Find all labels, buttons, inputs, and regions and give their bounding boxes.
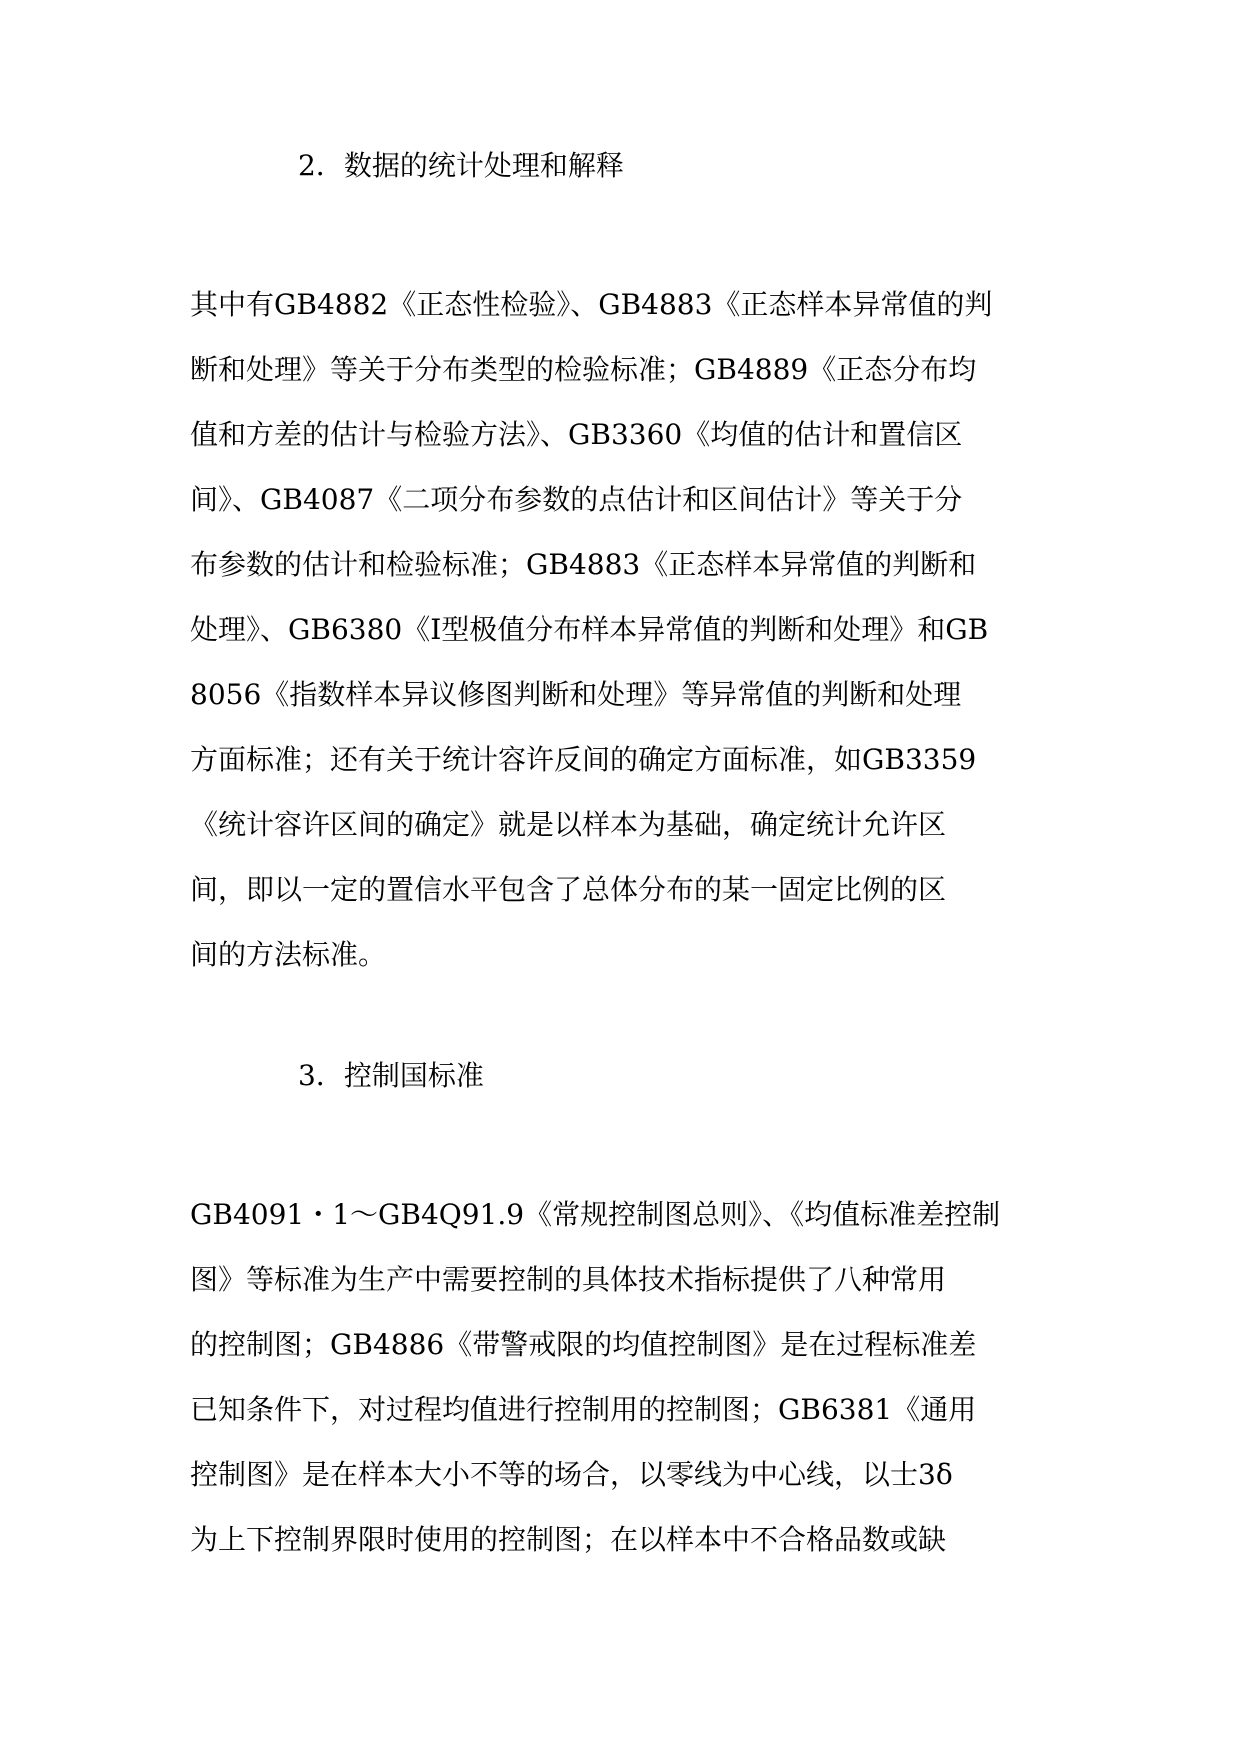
paragraph-line: 布参数的估计和检验标准；GB4883《正态样本异常值的判断和 xyxy=(190,548,977,581)
paragraph-line: 的控制图；GB4886《带警戒限的均值控制图》是在过程标准差 xyxy=(190,1328,977,1361)
paragraph-line: 已知条件下，对过程均值进行控制用的控制图；GB6381《通用 xyxy=(190,1393,977,1426)
paragraph-line: 8056《指数样本异议修图判断和处理》等异常值的判断和处理 xyxy=(190,678,962,711)
paragraph-line: 处理》、GB6380《I型极值分布样本异常值的判断和处理》和GB xyxy=(190,613,989,646)
section-3-heading: 3．控制国标准 xyxy=(298,1059,484,1092)
paragraph-line: 值和方差的估计与检验方法》、GB3360《均值的估计和置信区 xyxy=(190,418,963,451)
paragraph-line: 为上下控制界限时使用的控制图；在以样本中不合格品数或缺 xyxy=(190,1523,947,1556)
paragraph-line: GB4091・1～GB4Q91.9《常规控制图总则》、《均值标准差控制 xyxy=(190,1198,1001,1231)
paragraph-line: 断和处理》等关于分布类型的检验标准；GB4889《正态分布均 xyxy=(190,353,977,386)
section-2-paragraph xyxy=(190,272,1060,987)
paragraph-line: 控制图》是在样本大小不等的场合，以零线为中心线，以士3δ xyxy=(190,1458,953,1491)
paragraph-line: 《统计容许区间的确定》就是以样本为基础，确定统计允许区 xyxy=(190,808,947,841)
paragraph-line: 间》、GB4087《二项分布参数的点估计和区间估计》等关于分 xyxy=(190,483,963,516)
paragraph-line: 方面标准；还有关于统计容许反间的确定方面标准，如GB3359 xyxy=(190,743,977,776)
section-3-paragraph xyxy=(190,1182,1060,1572)
paragraph-line: 间，即以一定的置信水平包含了总体分布的某一固定比例的区 xyxy=(190,873,947,906)
paragraph-line: 其中有GB4882《正态性检验》、GB4883《正态样本异常值的判 xyxy=(190,288,993,321)
paragraph-line: 间的方法标准。 xyxy=(190,938,387,971)
paragraph-line: 图》等标准为生产中需要控制的具体技术指标提供了八种常用 xyxy=(190,1263,947,1296)
section-2-heading: 2．数据的统计处理和解释 xyxy=(298,149,624,182)
